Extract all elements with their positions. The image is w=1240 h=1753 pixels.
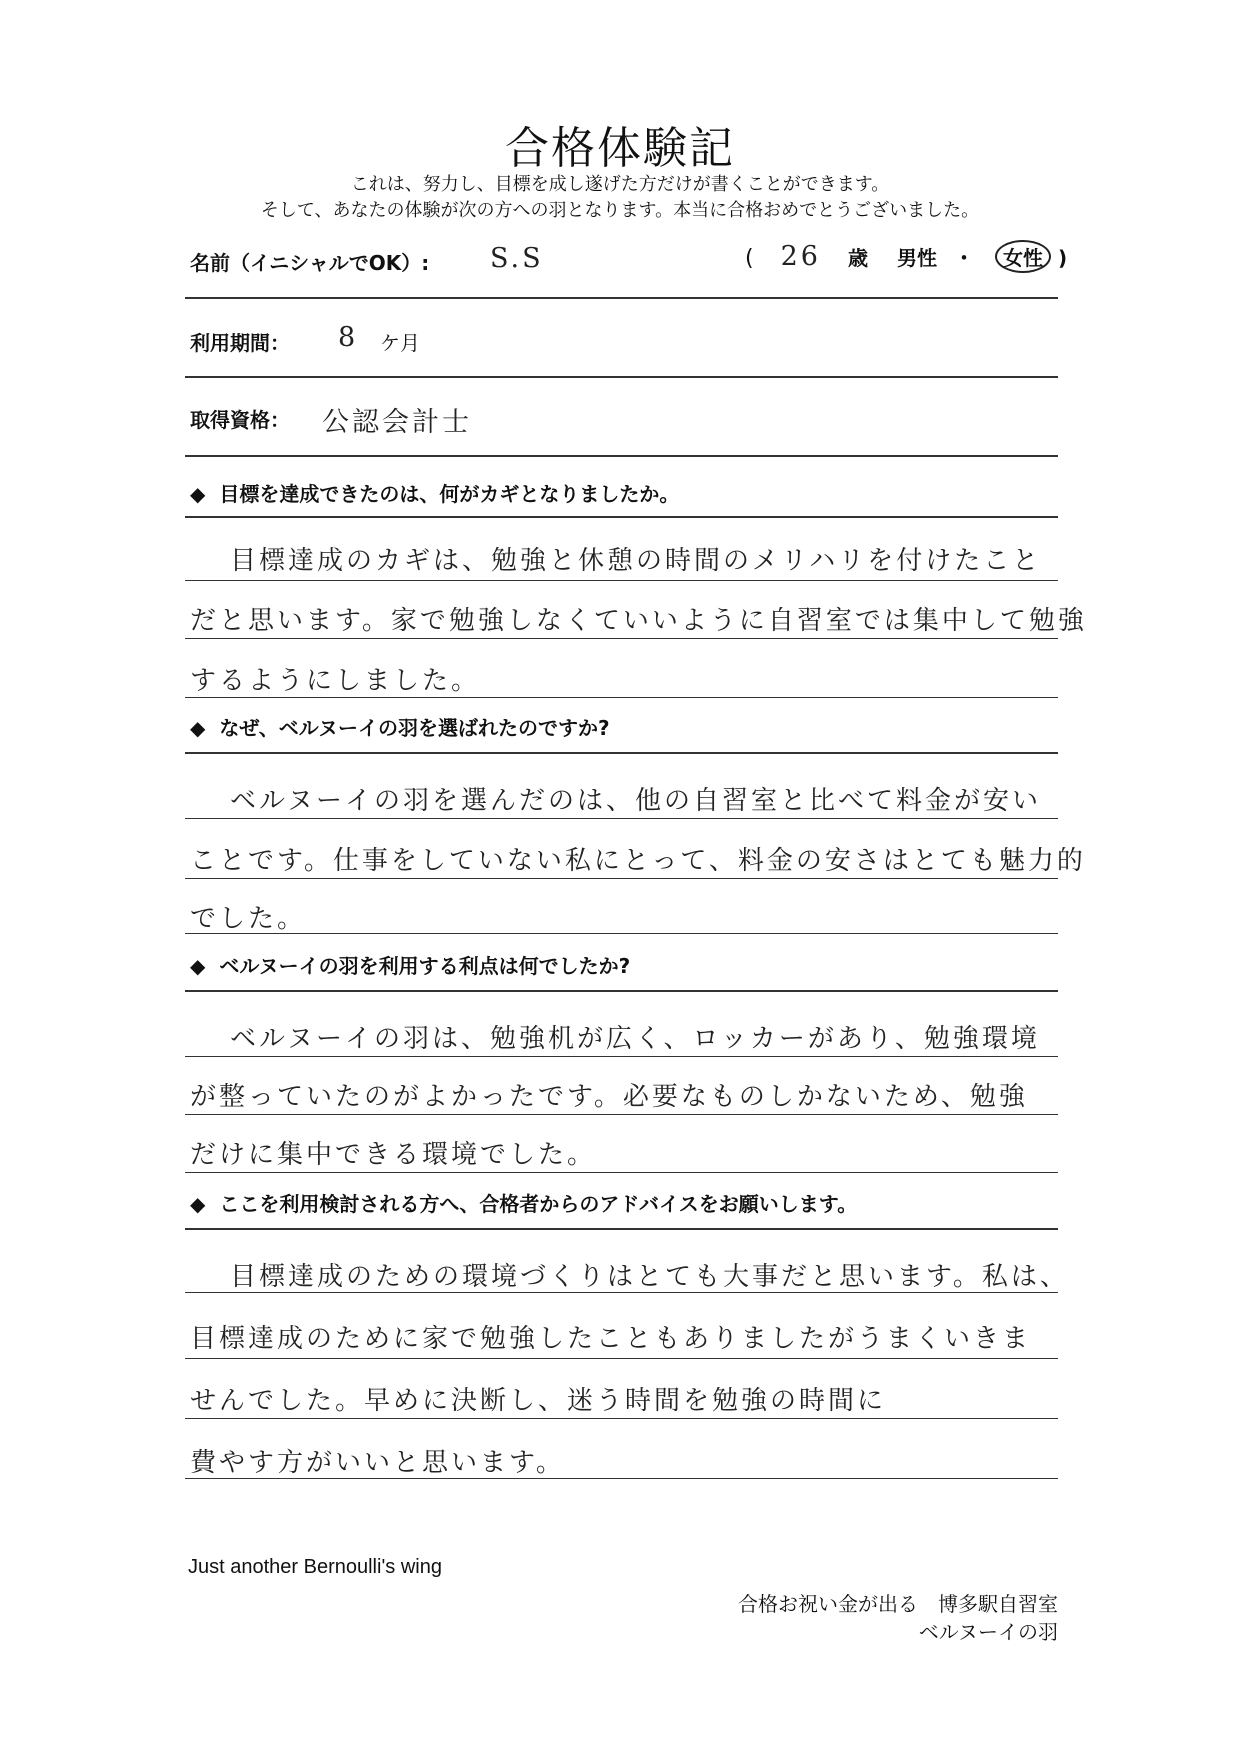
answer-1-line-2: だと思います。家で勉強しなくていいように自習室では集中して勉強 [190,606,1087,636]
gender-female-circled: 女性 [995,240,1051,273]
answer-1-rule-1 [185,580,1058,581]
answer-3-line-1: ベルヌーイの羽は、勉強机が広く、ロッカーがあり、勉強環境 [230,1024,1040,1054]
answer-3-line-3: だけに集中できる環境でした。 [190,1140,597,1170]
name-label: 名前（イニシャルでOK）: [190,251,430,275]
answer-2-line-2: ことです。仕事をしていない私にとって、料金の安さはとても魅力的 [190,846,1086,876]
footer-line-1: 合格お祝い金が出る 博多駅自習室 [738,1594,1058,1616]
footer-line-2: ベルヌーイの羽 [918,1622,1058,1644]
question-2-text: なぜ、ベルヌーイの羽を選ばれたのですか? [219,716,610,740]
answer-1-rule-3 [185,697,1058,698]
answer-3-rule-3 [185,1172,1058,1173]
question-4 [190,1188,857,1217]
question-4-text: ここを利用検討される方へ、合格者からのアドバイスをお願いします。 [219,1192,858,1216]
question-2 [190,712,610,741]
answer-1-line-1: 目標達成のカギは、勉強と休憩の時間のメリハリを付けたこと [230,546,1042,576]
answer-3-rule-1 [185,1056,1058,1057]
question-3 [190,950,630,979]
intro-line-2: そして、あなたの体験が次の方への羽となります。本当に合格おめでとうございました。 [260,200,980,221]
answer-2-rule-2 [185,878,1058,879]
answer-4-rule-4 [185,1478,1058,1479]
age-open-paren: ( [745,246,754,271]
answer-3-rule-2 [185,1114,1058,1115]
rule-qualification [185,455,1058,457]
diamond-bullet-icon: ◆ [190,954,206,978]
answer-4-line-3: せんでした。早めに決断し、迷う時間を勉強の時間に [190,1386,887,1416]
rule-q3 [185,990,1058,992]
answer-3-line-2: が整っていたのがよかったです。必要なものしかないため、勉強 [190,1082,1028,1112]
age-unit: 歳 [847,246,868,270]
gender-separator: ・ [953,246,974,270]
answer-4-rule-1 [185,1292,1058,1293]
diamond-bullet-icon: ◆ [190,482,206,506]
period-label: 利用期間： [190,331,290,355]
question-1 [190,478,679,507]
answer-4-line-4: 費やす方がいいと思います。 [190,1448,565,1478]
qualification-value: 公認会計士 [322,407,472,438]
age-gender-group [745,240,1067,273]
period-value: 8 [338,322,359,353]
rule-q1 [185,516,1058,518]
name-value: S.S [490,243,544,274]
footer-tagline: Just another Bernoulli's wing [188,1556,442,1578]
age-value: 26 [780,241,821,272]
question-1-text: 目標を達成できたのは、何がカギとなりましたか。 [219,482,680,506]
diamond-bullet-icon: ◆ [190,1192,206,1216]
question-3-text: ベルヌーイの羽を利用する利点は何でしたか? [219,954,631,978]
answer-2-rule-3 [185,933,1058,934]
diamond-bullet-icon: ◆ [190,716,206,740]
answer-2-rule-1 [185,818,1058,819]
answer-1-rule-2 [185,638,1058,639]
age-close-paren: ) [1057,246,1068,270]
answer-4-rule-3 [185,1418,1058,1419]
qualification-label: 取得資格： [190,408,290,432]
answer-2-line-3: でした。 [190,904,307,934]
rule-period [185,376,1058,378]
rule-q2 [185,752,1058,754]
gender-male: 男性 [896,246,937,270]
answer-1-line-3: するようにしました。 [190,666,481,696]
intro-line-1: これは、努力し、目標を成し遂げた方だけが書くことができます。 [350,174,890,195]
period-unit: ケ月 [380,331,420,355]
answer-4-line-1: 目標達成のための環境づくりはとても大事だと思います。私は、 [230,1262,1069,1292]
page-title: 合格体験記 [505,123,735,174]
answer-4-rule-2 [185,1358,1058,1359]
rule-name [185,297,1058,299]
answer-2-line-1: ベルヌーイの羽を選んだのは、他の自習室と比べて料金が安い [230,786,1041,816]
answer-4-line-2: 目標達成のために家で勉強したこともありましたがうまくいきま [190,1324,1032,1354]
rule-q4 [185,1228,1058,1230]
